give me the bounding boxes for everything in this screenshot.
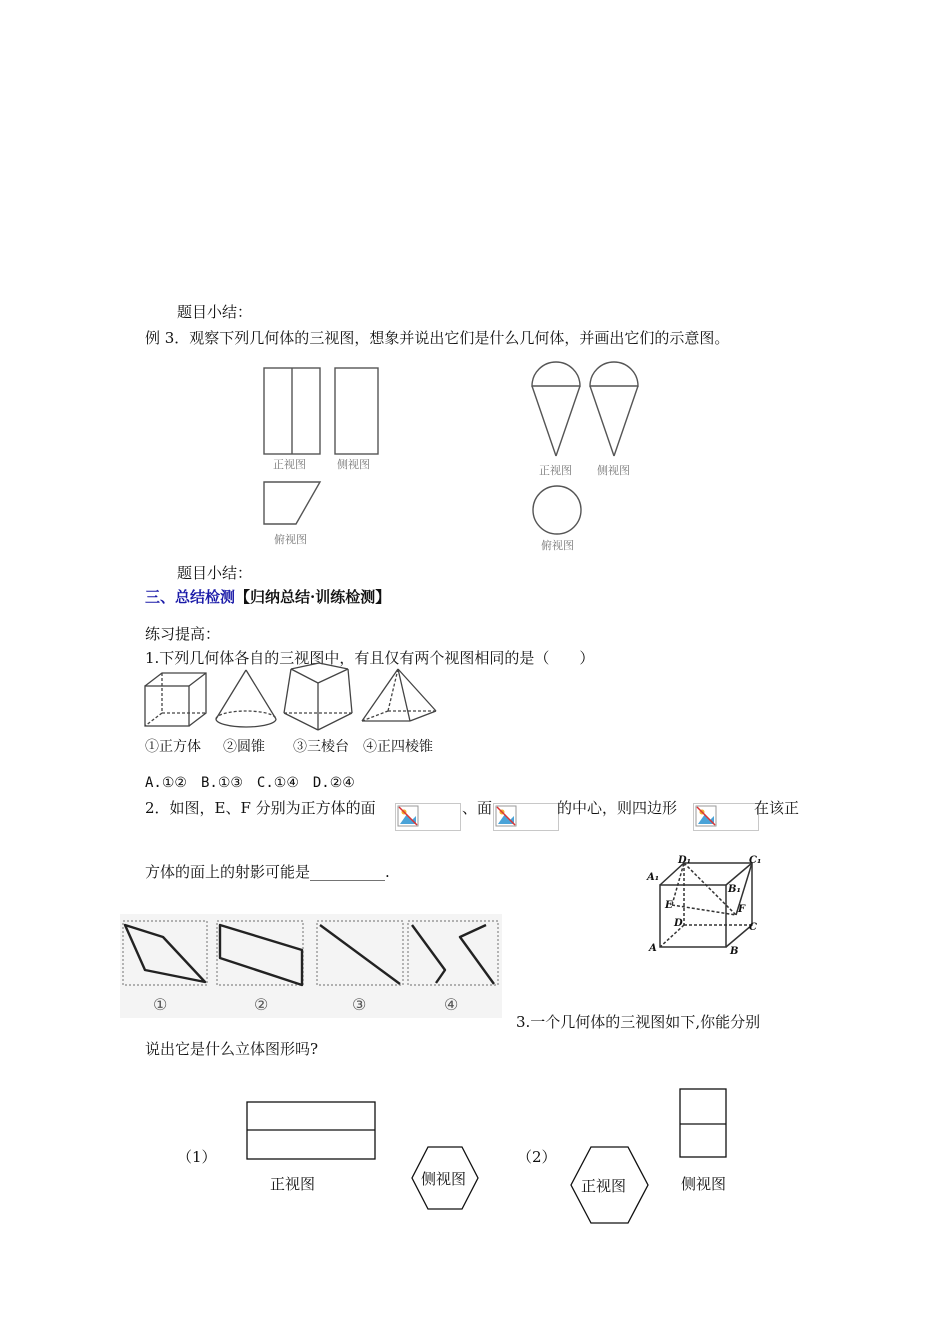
q3-1-front-caption: 正视图 <box>270 1175 316 1193</box>
q3-2-side-view <box>680 1089 726 1157</box>
cube-label-A: A <box>649 943 657 954</box>
summary-label-2: 题目小结： <box>177 564 253 582</box>
cube-label-C1: C₁ <box>749 855 762 866</box>
q3-line1: 3.一个几何体的三视图如下,你能分别 <box>516 1013 761 1031</box>
q1-label-cone: ②圆锥 <box>223 739 265 755</box>
q3-2-side-caption: 侧视图 <box>681 1175 727 1193</box>
summary-label-1: 题目小结： <box>177 303 253 321</box>
q2-line2: 方体的面上的射影可能是__________. <box>145 863 390 881</box>
cube-label-B: B <box>730 946 739 957</box>
cube-label-F: F <box>738 904 746 915</box>
q1-label-pyramid: ④正四棱锥 <box>363 739 433 755</box>
cube-label-D: D <box>674 918 683 929</box>
q1-options: A.①② B.①③ C.①④ D.②④ <box>145 775 355 791</box>
cube-label-E: E <box>665 900 673 911</box>
cube-label-D1: D₁ <box>678 855 692 866</box>
q1-stem: 1.下列几何体各自的三视图中，有且仅有两个视图相同的是（ ） <box>145 649 595 667</box>
q2-part1: 2．如图，E、F 分别为正方体的面 <box>145 799 376 817</box>
section-3-title: 三、总结检测 <box>145 588 236 606</box>
cube-label-A1: A₁ <box>647 872 660 883</box>
choice-3-label: ③ <box>352 995 367 1014</box>
cube-label-B1: B₁ <box>728 884 741 895</box>
choice-2-label: ② <box>254 995 269 1014</box>
cube-label-C: C <box>749 922 757 933</box>
q3-2-front-caption: 正视图 <box>581 1177 627 1195</box>
left-side-caption: 侧视图 <box>337 458 370 471</box>
right-front-caption: 正视图 <box>539 464 572 477</box>
q2-part3: 在该正 <box>754 799 800 817</box>
q3-1-number: （1） <box>177 1148 217 1166</box>
example-3-text: 例 3．观察下列几何体的三视图，想象并说出它们是什么几何体，并画出它们的示意图。 <box>145 329 730 347</box>
q2-part2: 的中心，则四边形 <box>557 799 678 817</box>
left-front-caption: 正视图 <box>273 458 306 471</box>
left-top-caption: 俯视图 <box>274 533 307 546</box>
q1-label-frustum: ③三棱台 <box>293 739 349 755</box>
choice-4-label: ④ <box>444 995 459 1014</box>
section-3-tag: 【归纳总结·训练检测】 <box>235 588 391 606</box>
choice-1-label: ① <box>153 995 168 1014</box>
q2-sep: 、面 <box>462 799 493 817</box>
q3-line2: 说出它是什么立体图形吗? <box>145 1040 319 1058</box>
practice-label: 练习提高： <box>145 625 221 643</box>
q1-label-cube: ①正方体 <box>145 739 201 755</box>
q3-1-side-caption: 侧视图 <box>421 1170 467 1188</box>
q3-2-number: （2） <box>517 1148 557 1166</box>
right-side-caption: 侧视图 <box>597 464 630 477</box>
right-top-caption: 俯视图 <box>541 539 574 552</box>
